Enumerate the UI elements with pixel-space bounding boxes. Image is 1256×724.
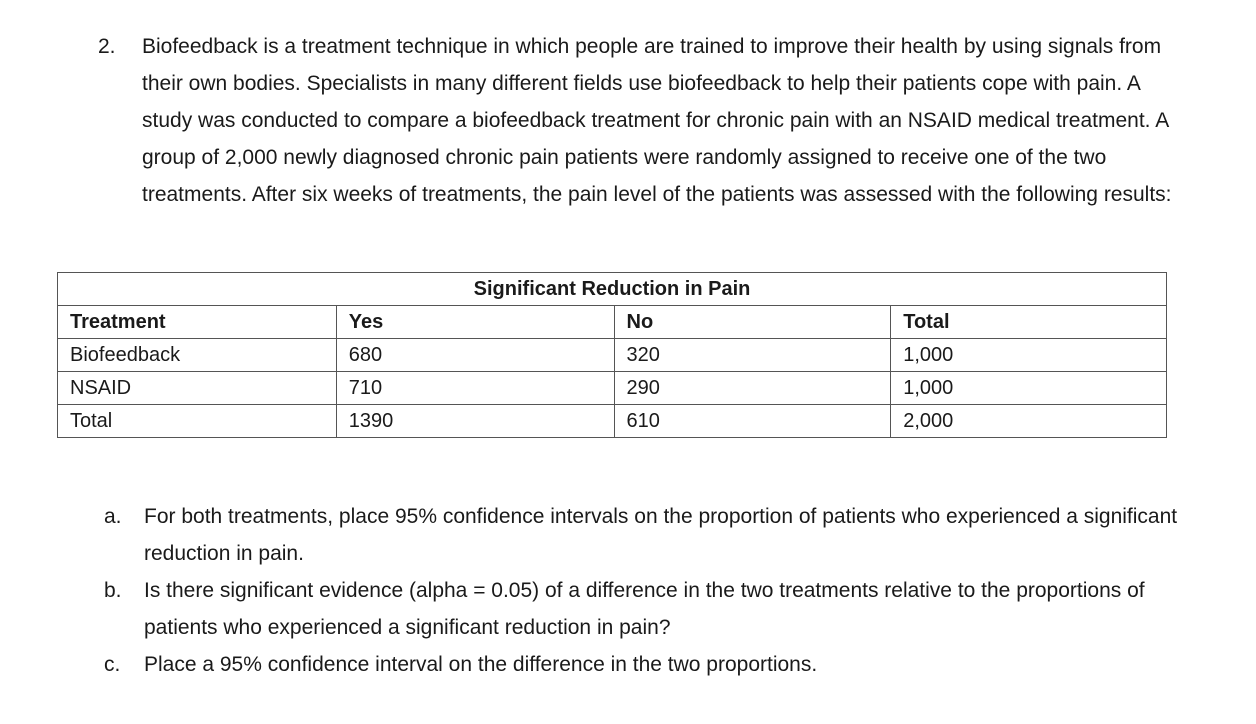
table-cell: Biofeedback bbox=[58, 339, 337, 372]
table-row bbox=[58, 339, 1167, 372]
table-cell: 610 bbox=[614, 405, 891, 438]
part-text: Place a 95% confidence interval on the difference in the two proportions. bbox=[144, 653, 818, 676]
column-header-total: Total bbox=[891, 306, 1167, 339]
part-text: For both treatments, place 95% confidence intervals on the proportion of patients who experienced a significant reduction in pain. bbox=[144, 505, 1178, 565]
question-parts bbox=[104, 498, 1204, 683]
part-letter: c. bbox=[104, 653, 121, 676]
table-cell: 290 bbox=[614, 372, 891, 405]
table-row bbox=[58, 405, 1167, 438]
table-cell: Total bbox=[58, 405, 337, 438]
table-header-row bbox=[58, 306, 1167, 339]
table-cell: 710 bbox=[336, 372, 614, 405]
part-text: Is there significant evidence (alpha = 0.05) of a difference in the two treatments relative to the proportions of patients who experienced a significant reduction in pain? bbox=[144, 579, 1145, 639]
problem-number: 2. bbox=[98, 35, 116, 58]
question-part-a bbox=[104, 498, 1204, 572]
problem-statement bbox=[98, 28, 1208, 213]
table-cell: 2,000 bbox=[891, 405, 1167, 438]
results-table bbox=[57, 272, 1167, 438]
question-part-c bbox=[104, 646, 1204, 683]
table-cell: 1,000 bbox=[891, 372, 1167, 405]
column-header-no: No bbox=[614, 306, 891, 339]
table-cell: NSAID bbox=[58, 372, 337, 405]
table-cell: 320 bbox=[614, 339, 891, 372]
column-header-treatment: Treatment bbox=[58, 306, 337, 339]
table-cell: 1,000 bbox=[891, 339, 1167, 372]
table-cell: 1390 bbox=[336, 405, 614, 438]
part-letter: a. bbox=[104, 505, 122, 528]
column-header-yes: Yes bbox=[336, 306, 614, 339]
table-group-header: Significant Reduction in Pain bbox=[58, 273, 1167, 306]
question-part-b bbox=[104, 572, 1204, 646]
table-row bbox=[58, 372, 1167, 405]
problem-text: Biofeedback is a treatment technique in which people are trained to improve their health by using signals from their own bodies. Specialists in many different fields use biofeedback to help their patients cope with pain. A study was conducted to compare a biofeedback treatment for chronic pain with an NSAID medical treatment. A group of 2,000 newly diagnosed chronic pain patients were randomly assigned to receive one of the two treatments. After six weeks of treatments, the pain level of the patients was assessed with the following results: bbox=[142, 35, 1172, 206]
part-letter: b. bbox=[104, 579, 122, 602]
table-group-header-row bbox=[58, 273, 1167, 306]
table-cell: 680 bbox=[336, 339, 614, 372]
